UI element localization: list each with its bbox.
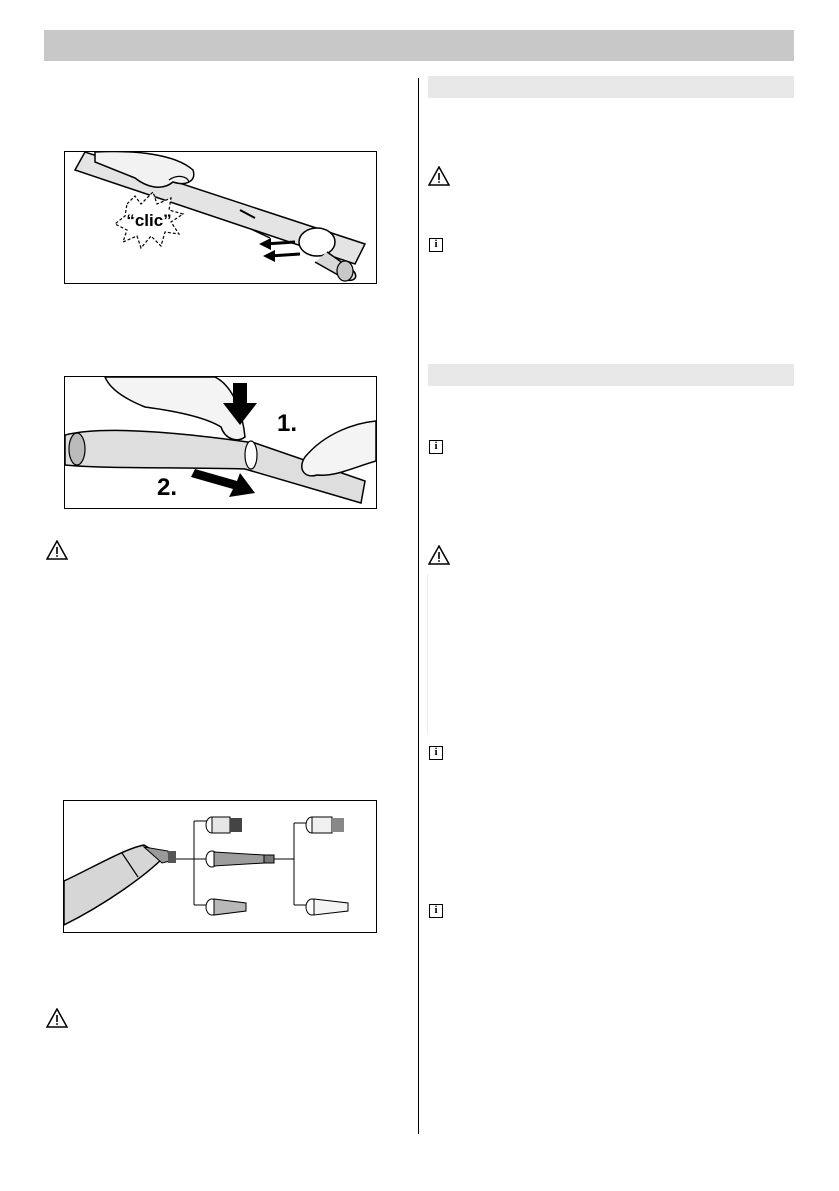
warning-triangle-icon [428,166,450,191]
figure-tube-click [64,151,377,284]
info-icon: i [429,440,443,454]
warning-triangle-icon [46,1008,68,1033]
column-divider [418,78,419,1134]
info-icon: i [429,238,443,252]
section-header-bar [428,364,794,386]
warning-margin-line [427,574,428,734]
step-1-label: 1. [277,410,298,437]
steam-handle [64,845,164,925]
extension-nozzle [206,851,274,867]
round-brush-dark [206,817,242,833]
warning-triangle-icon [46,540,68,565]
info-icon: i [429,746,443,760]
page-header-bar [44,30,794,61]
cone-nozzle-dark [206,899,246,915]
section-header-bar [428,76,794,98]
hand-right [302,421,376,476]
figure-release-handle [64,376,377,509]
figure-accessories [63,800,377,933]
warning-triangle-icon [428,545,450,570]
click-sound-label: “clic” [126,211,172,230]
step-2-label: 2. [157,474,178,501]
info-icon: i [429,904,443,918]
round-brush-light [306,817,344,833]
nozzle-collar [299,228,335,256]
pull-arrow [191,469,255,497]
cone-nozzle-light [306,899,348,915]
